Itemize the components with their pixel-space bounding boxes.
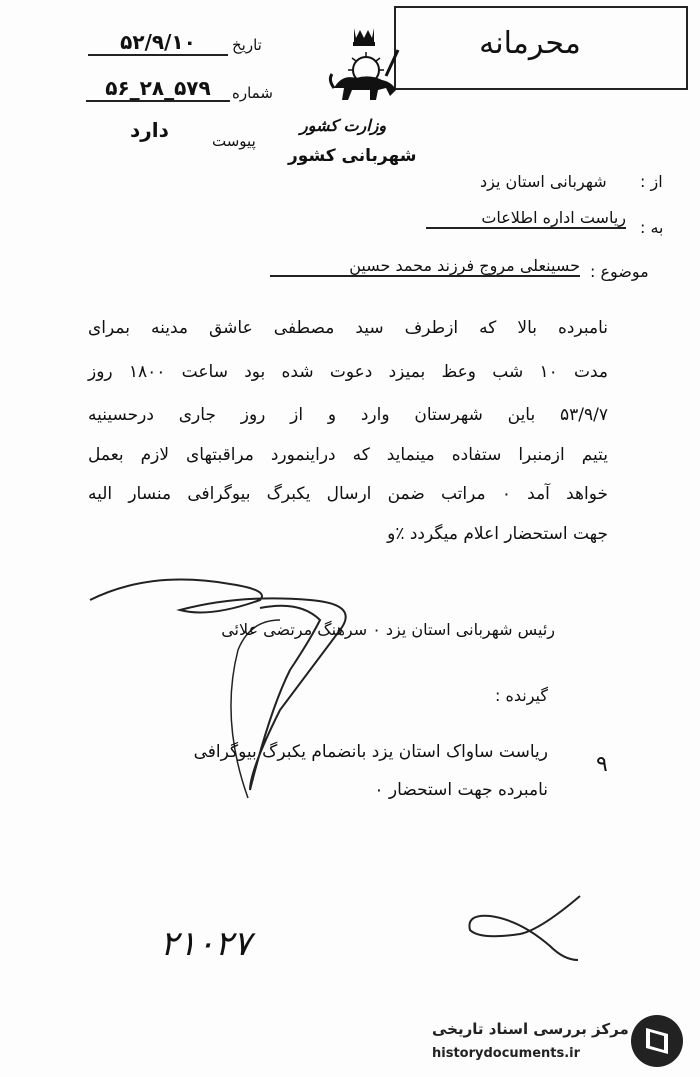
- body-line-4: یتیم ازمنبرا ستفاده مینماید که دراینمورد مراقبتهای لازم بعمل: [88, 445, 608, 465]
- archive-logo-icon: [628, 1012, 686, 1070]
- lion-and-sun-emblem-icon: [326, 24, 402, 104]
- handwritten-code: ۲۱۰۲۷: [160, 924, 252, 964]
- signature-title: رئیس شهربانی استان یزد ۰ سرهنگ مرتضی علائی: [221, 620, 555, 639]
- body-line-1: نامبرده بالا که ازطرف سید مصطفی عاشق مدینه بمرای: [88, 318, 608, 338]
- from-value: شهربانی استان یزد: [480, 172, 607, 191]
- confidential-stamp-text: محرمانه: [479, 26, 581, 61]
- footer-url: historydocuments.ir: [432, 1046, 581, 1061]
- date-label: تاریخ: [232, 36, 262, 54]
- recipient-line-1: ریاست ساواک استان یزد بانضمام یکبرگ بیوگرافی: [193, 742, 548, 762]
- body-line-3: ۵۳/۹/۷ باین شهرستان وارد و از روز جاری درحسینیه: [88, 405, 608, 425]
- body-line-6: جهت استحضار اعلام میگردد ٪و: [387, 524, 608, 544]
- body-line-2: مدت ۱۰ شب وعظ بمیزد دعوت شده بود ساعت ۱۸۰۰ روز: [88, 362, 608, 382]
- attachment-label: پیوست: [212, 132, 256, 150]
- ministry-name: وزارت کشور: [300, 116, 387, 135]
- recipients-label: گیرنده :: [495, 686, 548, 705]
- to-value: ریاست اداره اطلاعات: [426, 208, 626, 229]
- recipient-line-2: نامبرده جهت استحضار ۰: [374, 780, 548, 800]
- number-value: ۵۶_۲۸_۵۷۹: [86, 76, 230, 102]
- signature-scribble-icon: [60, 560, 420, 810]
- date-value: ۵۲/۹/۱۰: [88, 30, 228, 56]
- to-label: به :: [640, 218, 664, 237]
- margin-number: ۹: [596, 752, 608, 777]
- number-label: شماره: [232, 84, 273, 102]
- handwritten-loop-mark-icon: [460, 890, 600, 970]
- subject-value: حسینعلی مروج فرزند محمد حسین: [270, 256, 580, 277]
- from-label: از :: [640, 172, 663, 191]
- body-line-5: خواهد آمد ۰ مراتب ضمن ارسال یکبرگ بیوگرافی منسار الیه: [88, 484, 608, 504]
- organization-name: شهربانی کشور: [288, 146, 417, 166]
- attachment-value: دارد: [130, 118, 169, 142]
- subject-label: موضوع :: [590, 262, 649, 281]
- footer-organization-name: مرکز بررسی اسناد تاریخی: [432, 1020, 629, 1038]
